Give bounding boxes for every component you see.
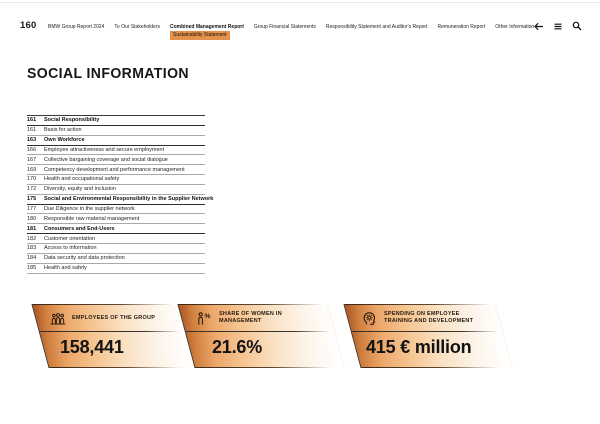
toc-entry-label: Collective bargaining coverage and social dialogue	[44, 156, 168, 163]
back-arrow-icon[interactable]	[534, 22, 544, 31]
toc-page-number: 175	[27, 196, 37, 203]
stat-label: EMPLOYEES OF THE GROUP	[72, 314, 156, 321]
toc-page-number: 161	[27, 127, 37, 134]
toc-row[interactable]	[27, 146, 205, 156]
nav-item-label: BMW Group Report 2024	[48, 24, 105, 30]
nav-item[interactable]	[48, 24, 104, 30]
stat-value: 21.6%	[212, 337, 263, 357]
toc-list	[27, 115, 214, 274]
toc-page-number: 177	[27, 206, 37, 213]
toc-page-number: 169	[27, 166, 37, 173]
toc-entry-label: Responsible raw material management	[44, 215, 140, 222]
toc-entry-label: Consumers and End-Users	[44, 225, 115, 232]
toc-row[interactable]	[27, 175, 205, 185]
toc-row[interactable]	[27, 195, 214, 205]
toc-row[interactable]	[27, 214, 205, 224]
toc-row[interactable]	[27, 254, 205, 264]
toc-page-number: 172	[27, 186, 37, 193]
stat-card-women-management	[186, 304, 336, 368]
toc-entry-label: Basis for action	[44, 127, 82, 134]
toc-page-number: 163	[27, 137, 37, 144]
nav-item-label: Group Financial Statements	[253, 24, 316, 30]
toc-page-number: 185	[27, 265, 37, 272]
toc-row[interactable]	[27, 116, 205, 126]
toc-row[interactable]	[27, 205, 205, 215]
toc-row[interactable]	[27, 264, 205, 274]
stat-value: 158,441	[60, 337, 124, 357]
svg-text:%: %	[204, 312, 211, 320]
toc-row[interactable]	[27, 136, 205, 146]
nav-item-label: To Our Stakeholders	[114, 24, 161, 30]
toc-page-number: 183	[27, 245, 37, 252]
toc-entry-label: Access to information	[44, 245, 97, 252]
nav-item[interactable]	[437, 24, 485, 30]
toc-entry-label: Customer orientation	[44, 235, 96, 242]
toc-row[interactable]	[27, 165, 205, 175]
toc-page-number: 184	[27, 255, 37, 262]
nav-subitem-active[interactable]: Sustainability Statement	[170, 31, 230, 40]
toc-row[interactable]	[27, 234, 205, 244]
toc-page-number: 181	[27, 225, 37, 232]
toc-entry-label: Data security and data protection	[44, 255, 125, 262]
page-title: SOCIAL INFORMATION	[27, 66, 189, 82]
page-number: 160	[20, 20, 37, 31]
toc-entry-label: Health and safety	[44, 265, 87, 272]
nav-item[interactable]	[326, 24, 428, 30]
toc-row[interactable]	[27, 155, 205, 165]
header-icon-group	[534, 21, 582, 31]
nav-item-label: Responsibility Statement and Auditor's Report	[325, 24, 428, 30]
toc-entry-label: Health and occupational safety	[44, 176, 120, 183]
stat-cards	[0, 304, 600, 368]
toc-entry-label: Social Responsibility	[44, 117, 100, 124]
head-gear-icon	[362, 311, 378, 326]
nav-item[interactable]	[495, 24, 534, 30]
toc-row[interactable]	[27, 224, 205, 234]
people-group-icon	[50, 311, 66, 326]
search-icon[interactable]	[572, 21, 582, 31]
top-nav	[48, 24, 535, 38]
nav-item-label: Other Information	[495, 24, 535, 30]
toc-entry-label: Due Diligence in the supplier network	[44, 206, 135, 213]
page-top-divider	[0, 2, 600, 3]
nav-item[interactable]	[254, 24, 316, 30]
stat-value: 415 € million	[366, 337, 472, 357]
nav-item[interactable]	[114, 24, 160, 30]
person-percent-icon	[196, 311, 213, 326]
toc-entry-label: Competency development and performance management	[44, 166, 185, 173]
toc-page-number: 167	[27, 156, 37, 163]
toc-entry-label: Diversity, equity and inclusion	[44, 186, 117, 193]
stat-card-training-spend	[352, 304, 504, 368]
toc-page-number: 170	[27, 176, 37, 183]
toc-row[interactable]	[27, 244, 205, 254]
toc-entry-label: Employee attractiveness and secure employment	[44, 146, 165, 153]
stat-card-employees	[40, 304, 186, 368]
toc-row[interactable]	[27, 126, 205, 136]
toc-row[interactable]	[27, 185, 205, 195]
toc-page-number: 161	[27, 117, 37, 124]
list-icon[interactable]	[553, 22, 563, 31]
toc-page-number: 180	[27, 215, 37, 222]
toc-entry-label: Social and Environmental Responsibility in the Supplier Network	[44, 196, 214, 203]
toc-page-number: 182	[27, 235, 37, 242]
toc-page-number: 166	[27, 146, 37, 153]
toc-entry-label: Own Workforce	[44, 137, 85, 144]
stat-label: SPENDING ON EMPLOYEE TRAINING AND DEVELOPMENT	[384, 311, 474, 324]
stat-label: SHARE OF WOMEN IN MANAGEMENT	[219, 311, 282, 324]
nav-item-label: Combined Management Report	[170, 24, 244, 30]
nav-item-label: Remuneration Report	[437, 24, 486, 30]
nav-item[interactable]	[170, 24, 244, 38]
